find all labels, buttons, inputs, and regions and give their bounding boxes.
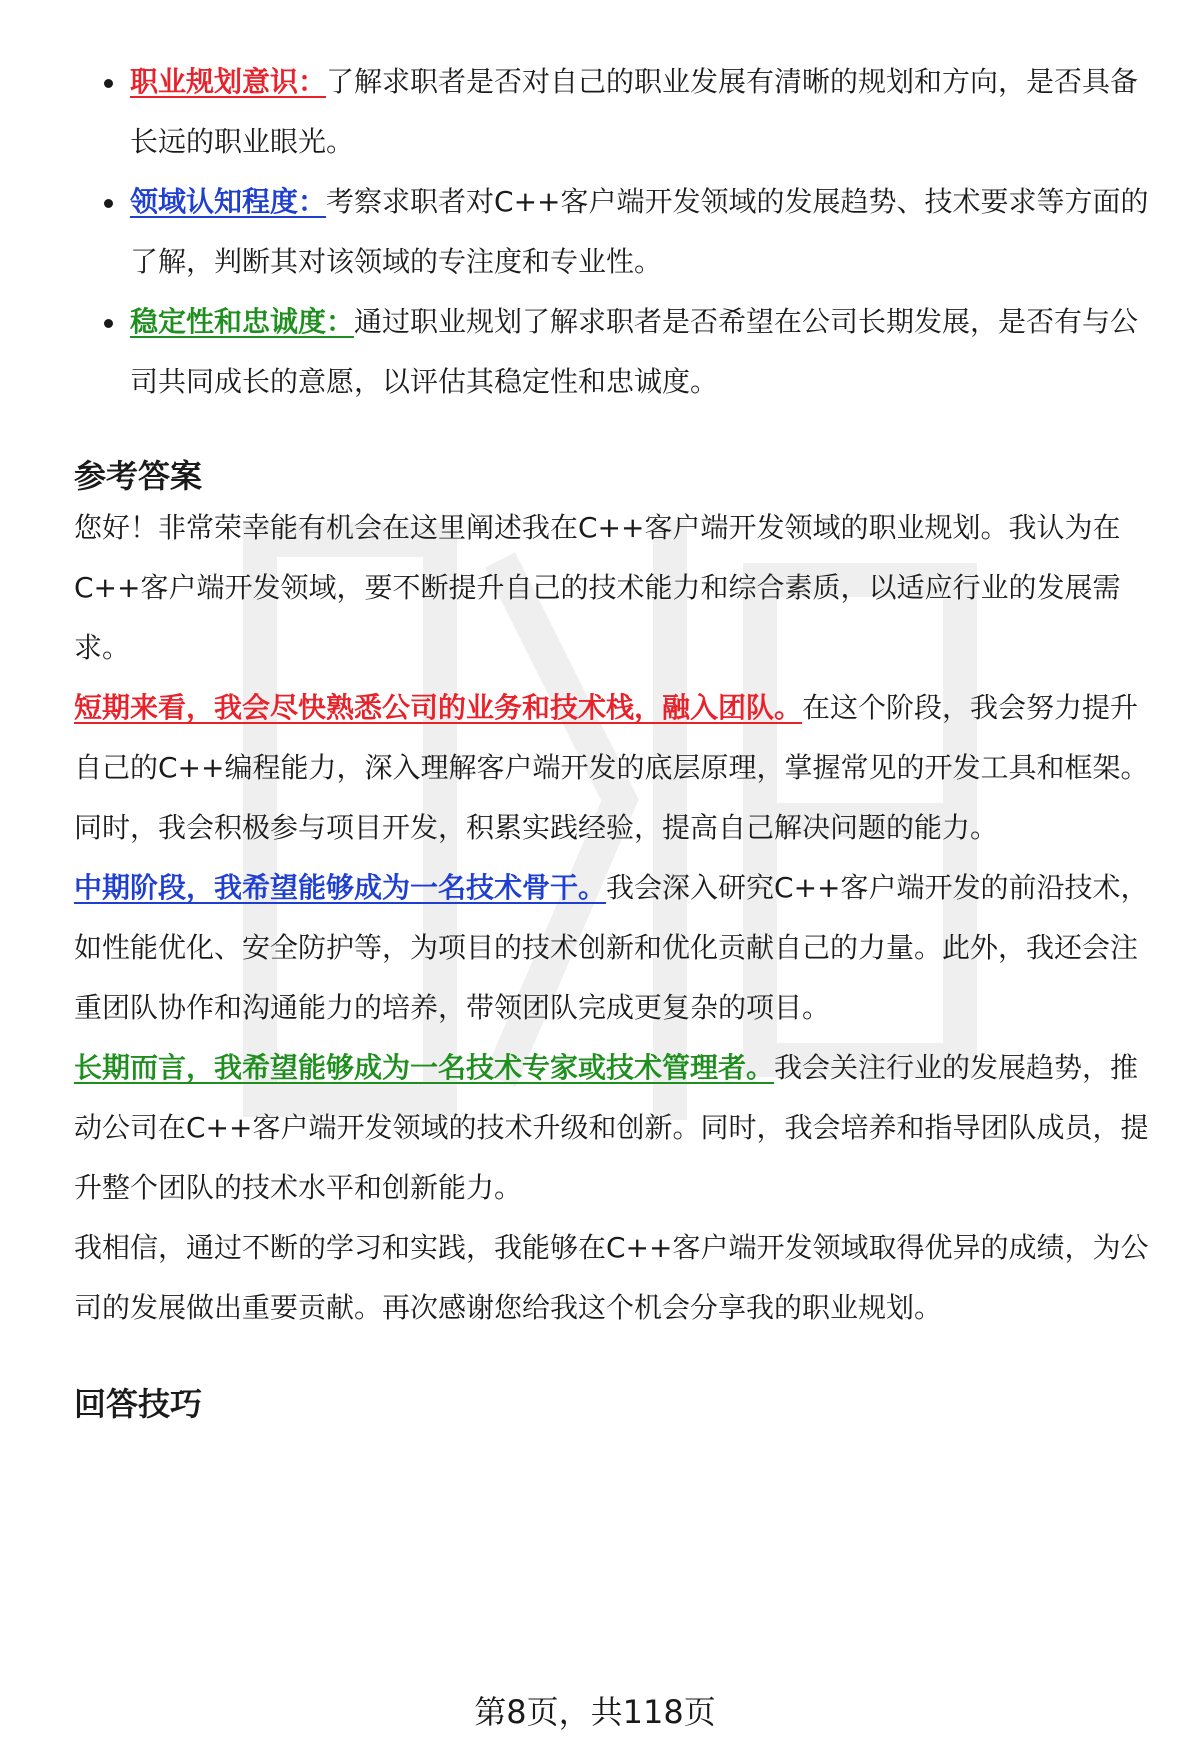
short-term-paragraph: [74, 678, 1156, 858]
bullet-text: 通过职业规划了解求职者是否希望在公司长期发展，是否有与公司共同成长的意愿，以评估其稳定性和忠诚度。: [130, 305, 1139, 398]
conclusion-paragraph: 我相信，通过不断的学习和实践，我能够在C++客户端开发领域取得优异的成绩，为公司的发展做出重要贡献。再次感谢您给我这个机会分享我的职业规划。: [74, 1231, 1149, 1324]
long-term-paragraph: [74, 1038, 1156, 1218]
evaluation-points-list: [74, 52, 1156, 412]
long-term-text: 我会关注行业的发展趋势，推动公司在C++客户端开发领域的技术升级和创新。同时，我会培养和指导团队成员，提升整个团队的技术水平和创新能力。: [74, 1051, 1149, 1204]
bullet-label: 领域认知程度：: [130, 185, 327, 218]
bullet-item: [74, 172, 1156, 292]
intro-paragraph: 您好！非常荣幸能有机会在这里阐述我在C++客户端开发领域的职业规划。我认为在C++客户端开发领域，要不断提升自己的技术能力和综合素质，以适应行业的发展需求。: [74, 511, 1121, 664]
short-term-label: 短期来看，我会尽快熟悉公司的业务和技术栈，融入团队。: [74, 691, 803, 724]
answer-heading: 参考答案: [74, 457, 203, 495]
bullet-text: 了解求职者是否对自己的职业发展有清晰的规划和方向，是否具备长远的职业眼光。: [130, 65, 1139, 158]
mid-term-paragraph: [74, 858, 1156, 1038]
long-term-label: 长期而言，我希望能够成为一名技术专家或技术管理者。: [74, 1051, 775, 1084]
bullet-item: [74, 292, 1156, 412]
mid-term-label: 中期阶段，我希望能够成为一名技术骨干。: [74, 871, 607, 904]
short-term-text: 在这个阶段，我会努力提升自己的C++编程能力，深入理解客户端开发的底层原理，掌握常见的开发工具和框架。同时，我会积极参与项目开发，积累实践经验，提高自己解决问题的能力。: [74, 691, 1149, 844]
bullet-dot-icon: [104, 199, 113, 208]
bullet-item: [74, 52, 1156, 172]
bullet-dot-icon: [104, 79, 113, 88]
page-number: 第8页，共118页: [474, 1693, 716, 1731]
bullet-dot-icon: [104, 319, 113, 328]
mid-term-text: 我会深入研究C++客户端开发的前沿技术，如性能优化、安全防护等，为项目的技术创新和优化贡献自己的力量。此外，我还会注重团队协作和沟通能力的培养，带领团队完成更复杂的项目。: [74, 871, 1149, 1024]
bullet-text: 考察求职者对C++客户端开发领域的发展趋势、技术要求等方面的了解，判断其对该领域的专注度和专业性。: [130, 185, 1149, 278]
bullet-label: 稳定性和忠诚度：: [130, 305, 355, 338]
bullet-label: 职业规划意识：: [130, 65, 327, 98]
document-body: [74, 52, 1156, 1426]
tips-heading: 回答技巧: [74, 1385, 203, 1423]
